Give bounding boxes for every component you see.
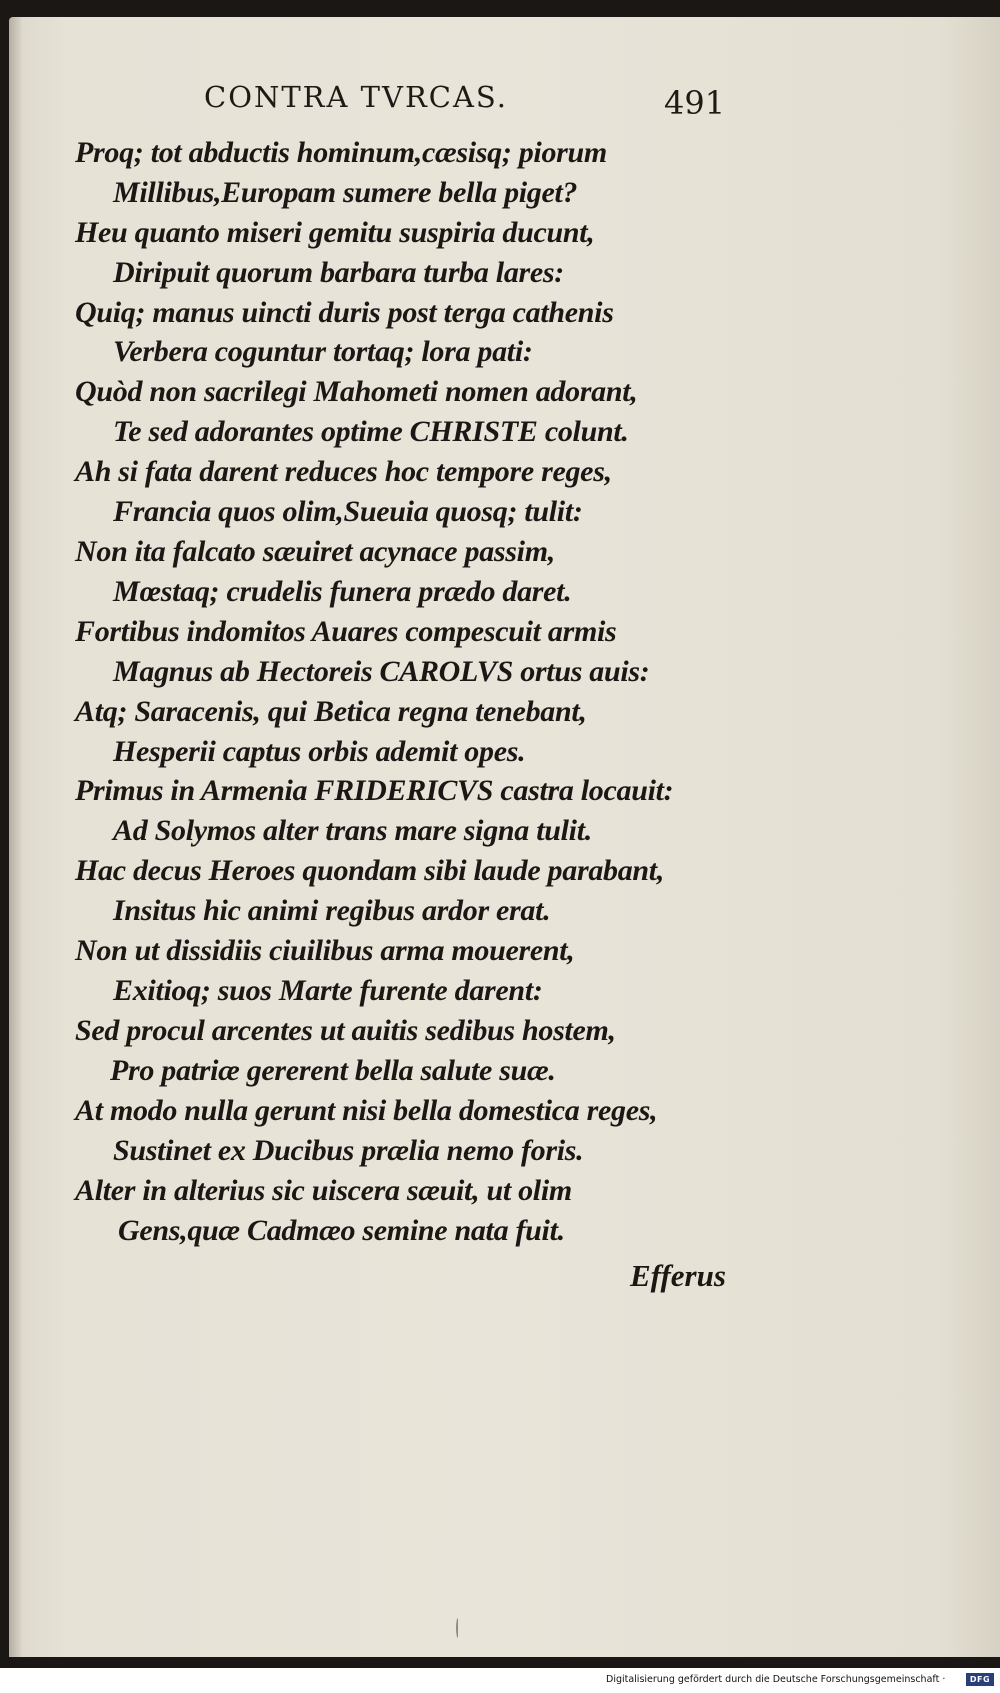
ink-mark: [456, 1618, 460, 1638]
verse-line: Diripuit quorum barbara turba lares:: [113, 256, 564, 289]
verse-line: Proq; tot abductis hominum,cæsisq; piorum: [75, 136, 607, 169]
verse-line: Primus in Armenia FRIDERICVS castra locauit:: [75, 774, 674, 807]
verse-line: Heu quanto miseri gemitu suspiria ducunt,: [75, 216, 595, 249]
verse-line: Te sed adorantes optime CHRISTE colunt.: [113, 415, 629, 448]
catchword: Efferus: [630, 1258, 726, 1293]
verse-line: Ad Solymos alter trans mare signa tulit.: [113, 814, 592, 847]
verse-line: Verbera coguntur tortaq; lora pati:: [113, 335, 533, 368]
dfg-logo-icon: DFG: [966, 1673, 994, 1686]
page-gutter-shadow: [9, 17, 23, 1657]
verse-line: Magnus ab Hectoreis CAROLVS ortus auis:: [113, 655, 650, 688]
verse-line: Hesperii captus orbis ademit opes.: [113, 735, 526, 768]
verse-line: Francia quos olim,Sueuia quosq; tulit:: [113, 495, 583, 528]
verse-line: Sustinet ex Ducibus prælia nemo foris.: [113, 1134, 584, 1167]
verse-line: At modo nulla gerunt nisi bella domestica reges,: [75, 1094, 658, 1127]
verse-line: Gens,quæ Cadmæo semine nata fuit.: [118, 1214, 565, 1247]
verse-line: Exitioq; suos Marte furente darent:: [113, 974, 543, 1007]
verse-line: Mœstaq; crudelis funera prædo daret.: [113, 575, 572, 608]
verse-line: Alter in alterius sic uiscera sæuit, ut olim: [75, 1174, 572, 1207]
running-head: CONTRA TVRCAS.: [204, 80, 508, 114]
verse-line: Quiq; manus uincti duris post terga cathenis: [75, 296, 614, 329]
digitization-credit: Digitalisierung gefördert durch die Deutsche Forschungsgemeinschaft ·: [606, 1674, 946, 1685]
verse-line: Hac decus Heroes quondam sibi laude parabant,: [75, 854, 665, 887]
verse-line: Fortibus indomitos Auares compescuit armis: [75, 615, 617, 648]
page-number: 491: [664, 84, 726, 122]
verse-line: Pro patriæ gererent bella salute suæ.: [110, 1054, 556, 1087]
verse-line: Ah si fata darent reduces hoc tempore reges,: [75, 455, 612, 488]
verse-line: Sed procul arcentes ut auitis sedibus hostem,: [75, 1014, 616, 1047]
verse-line: Non ita falcato sæuiret acynace passim,: [75, 535, 555, 568]
verse-line: Insitus hic animi regibus ardor erat.: [113, 894, 551, 927]
verse-line: Millibus,Europam sumere bella piget?: [113, 176, 578, 209]
verse-line: Non ut dissidiis ciuilibus arma mouerent,: [75, 934, 575, 967]
verse-line: Atq; Saracenis, qui Betica regna tenebant,: [75, 695, 587, 728]
verse-line: Quòd non sacrilegi Mahometi nomen adorant,: [75, 375, 638, 408]
